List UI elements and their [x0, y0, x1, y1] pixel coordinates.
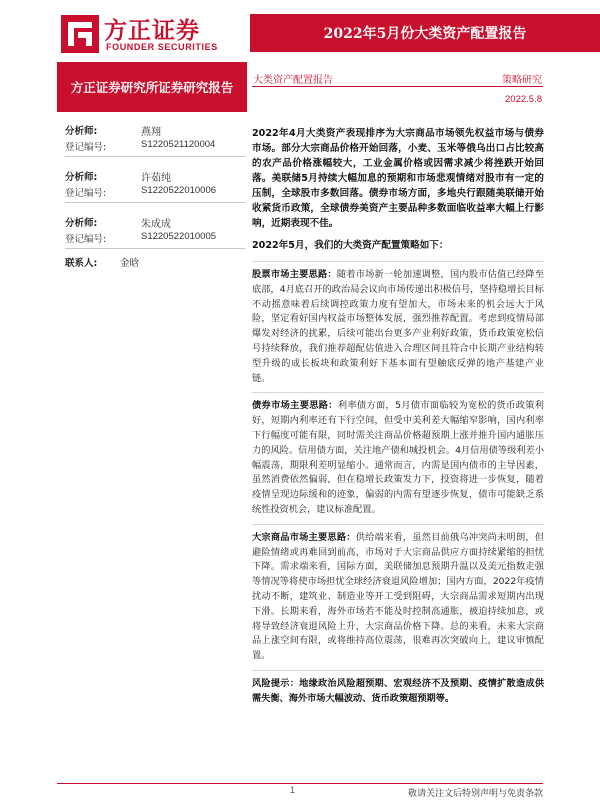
contact-label: 联系人:: [65, 258, 98, 269]
divider: [65, 248, 245, 249]
contact-name: 金晗: [120, 258, 140, 269]
section-text: 地缘政治风险超预期、宏观经济不及预期、疫情扩散造成供需失衡、海外市场大幅波动、货币政策超预期等。: [252, 677, 545, 704]
report-body: [252, 126, 544, 713]
logo-text-en: FOUNDER SECURITIES: [106, 42, 218, 52]
report-title-bar: [250, 14, 600, 52]
report-date: 2022.5.8: [505, 94, 542, 105]
registration-number: S1220521120004: [141, 139, 216, 150]
analyst-role-label: 分析师:: [65, 218, 98, 229]
bond-section: [252, 392, 544, 523]
disclaimer-note: 敬请关注文后特别声明与免责条款: [407, 789, 543, 799]
report-title: 2022年5月份大类资产配置报告: [323, 26, 527, 42]
commodity-section: [252, 524, 544, 670]
analyst-role-label: 分析师:: [65, 126, 98, 137]
registration-number: S1220522010006: [141, 185, 217, 196]
analyst-item: [65, 169, 245, 215]
section-text: 供给端来看，虽然目前俄乌冲突尚未明朗，但避险情绪或再难回到前高，市场对于大宗商品供应方面持续紧缩的担忧下降。需求端来看，国际方面，美联储加息预期升温以及美元指数走强等情况等将使市场担忧全球经济衰退风险增加；国内方面，2022年疫情扰动不断，建筑业、制造业等开工受到阻碍，大宗商品需求短期内出现下滑。长期来看，海外市场若不能及时控制高通胀，被迫持续加息，或将导致经济衰退风险上升，大宗商品价格下降。总的来看，未来大宗商品上涨空间有限，或将维持高位震荡，很难再次突破向上，建议审慎配置。: [252, 531, 545, 662]
lead-paragraph: 2022年4月大类资产表现排序为大宗商品市场领先权益市场与债券市场。部分大宗商品价格开始回落，小麦、玉米等俄乌出口占比较高的农产品价格涨幅较大，工业金属价格或因需求减少将挫跌开始回落。美联储5月持续大幅加息的预期和市场悲观情绪对股市有一定的压制，全球股市多数回落。债券市场方面，多地央行跟随美联储开始收紧货币政策，全球债券美资产主要品种多数面临收益率大幅上行影响，近期表现不佳。: [252, 128, 544, 229]
logo-text-cn: 方正证券: [104, 18, 200, 44]
report-category: 大类资产配置报告: [253, 75, 333, 86]
strategy-subheading: 2022年5月，我们的大类资产配置策略如下：: [252, 240, 449, 251]
company-logo: [60, 12, 240, 60]
section-heading: 大宗商品市场主要思路：: [252, 531, 356, 543]
footer-divider: [57, 783, 543, 784]
section-heading: 股票市场主要思路：: [252, 269, 337, 280]
divider: [65, 156, 245, 157]
analyst-list: [65, 123, 245, 261]
institute-label: 方正证券研究所证券研究报告: [70, 80, 234, 95]
section-heading: 风险提示：: [252, 677, 300, 689]
analyst-role-label: 分析师:: [65, 172, 98, 183]
registration-label: 登记编号:: [65, 188, 107, 199]
registration-number: S1220522010005: [141, 231, 217, 242]
institute-banner: [57, 62, 247, 112]
contact-row: [65, 255, 245, 269]
report-type: 策略研究: [502, 75, 542, 86]
analyst-name: 燕翔: [141, 127, 161, 138]
analyst-name: 许茹纯: [141, 173, 171, 184]
analyst-item: [65, 123, 245, 169]
section-heading: 债券市场主要思路：: [252, 400, 338, 412]
meta-divider: [252, 86, 543, 87]
equity-section: [252, 261, 544, 392]
registration-label: 登记编号:: [65, 142, 107, 153]
section-text: 利率债方面，5月债市面临较为宽松的货币政策利好，短期内利率还有下行空间，但受中美利差大幅缩窄影响，国内利率下行幅度可能有限，同时需关注商品价格超预期上涨并推升国内通胀压力的风险。信用债方面，关注地产债和城投机会。4月信用债等级利差小幅震荡，期限利差明显缩小。通常而言，内需是国内债市的主导因素，虽然消费依然偏弱，但在稳增长政策发力下，投资将进一步恢复，随着疫情呈现边际缓和的迹象，偏弱的内需有望逐步恢复，债市可能缺乏系统性投资机会，建议标准配置。: [252, 400, 544, 515]
divider: [65, 202, 245, 203]
founder-logo-icon: [60, 14, 100, 54]
risk-section: [252, 670, 544, 713]
page-number: 1: [290, 785, 296, 795]
section-text: 随着市场新一轮加速调整，国内股市估值已经降至底部，4月底召开的政治局会议向市场传递出积极信号，坚持稳增长目标不动摇意味着后续调控政策力度有望加大，市场未来的机会远大于风险，坚定看好国内权益市场整体发展，强烈推荐配置。考虑到疫情局部爆发对经济的扰累，后续可能出台更多产业利好政策，货币政策宽松信号持续释放，我们推荐超配估值进入合理区间且符合中长期产业结构转型升级的成长板块和政策利好下基本面有望触底反弹的地产基建产业链。: [252, 269, 544, 384]
registration-label: 登记编号:: [65, 234, 107, 245]
analyst-name: 朱成成: [141, 219, 171, 230]
